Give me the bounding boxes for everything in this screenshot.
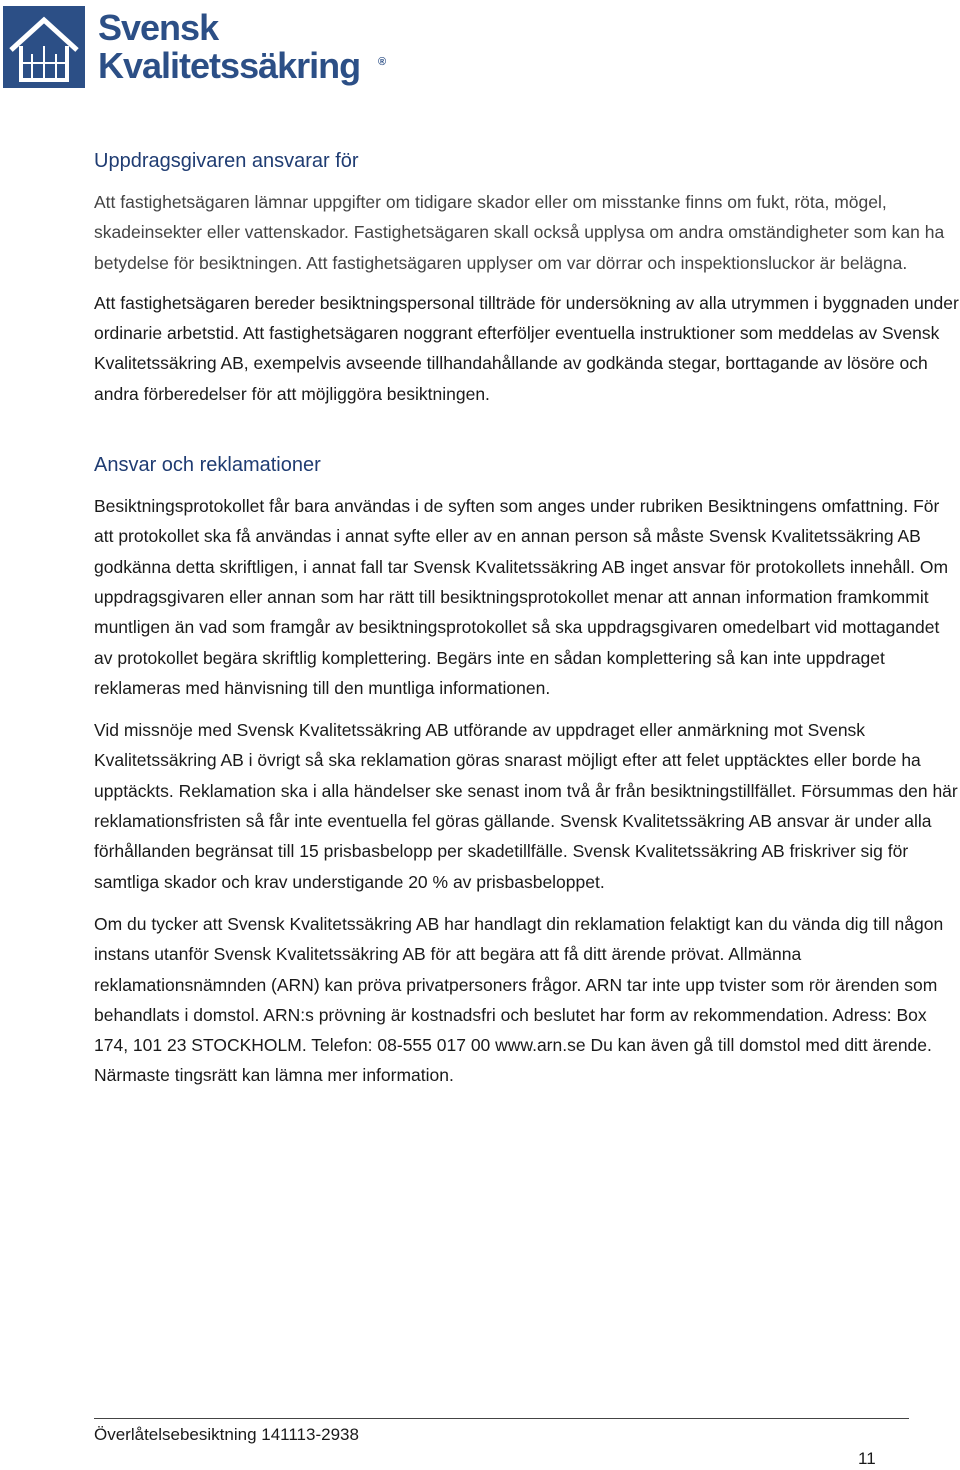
section2-paragraph-1: Besiktningsprotokollet får bara användas i de syften som anges under rubriken Besiktningens omfattning. För att protokollet ska få användas i annat syfte eller av en annan person så måste Svensk Kvalitetssäkring AB godkänna detta skriftligen, i annat fall tar Svensk Kvalitetssäkring AB inget ansvar för protokollets innehåll. Om uppdragsgivaren eller annan som har rätt till besiktningsprotokollet menar att annan information framkommit muntligen än vad som framgår av besiktningsprotokollet så ska uppdragsgivaren omedelbart vid mottagandet av protokollet begära skriftlig komplettering. Begärs inte en sådan komplettering så kan inte uppdraget reklameras med hänvisning till den muntliga informationen. — [94, 496, 949, 698]
section2-paragraph-2: Vid missnöje med Svensk Kvalitetssäkring AB utförande av uppdraget eller anmärkning mot Svensk Kvalitetssäkring AB i övrigt så ska reklamation göras snarast möjligt efter att felet upptäcktes eller borde ha upptäckts. Reklamation ska i alla händelser ske senast inom två år från besiktningstillfället. Försummas den här reklamationsfristen så får inte eventuella fel göras gällande. Svensk Kvalitetssäkring AB ansvar är under alla förhållanden begränsat till 15 prisbasbelopp per skadetillfälle. Svensk Kvalitetssäkring AB friskriver sig för samtliga skador och krav understigande 20 % av prisbasbeloppet. — [94, 720, 958, 892]
section-title-complaints: Ansvar och reklamationer — [94, 454, 321, 477]
house-logo-icon — [3, 6, 85, 88]
footer-document-label: Överlåtelsebesiktning 141113-2938 — [94, 1425, 359, 1444]
company-logo — [3, 6, 403, 96]
registered-mark: ® — [378, 56, 387, 68]
section-title-responsibilities: Uppdragsgivaren ansvarar för — [94, 150, 359, 172]
page-number: 11 — [858, 1449, 876, 1468]
footer-divider — [94, 1418, 909, 1419]
section1-paragraph-1: Att fastighetsägaren lämnar uppgifter om tidigare skador eller om misstanke finns om fukt, röta, mögel, skadeinsekter eller vattenskador. Fastighetsägaren skall också upplysa om andra omständigheter som kan ha betydelse för besiktningen. Att fastighetsägaren upplyser om var dörrar och inspektionsluckor är belägna. — [94, 192, 945, 273]
document-body — [94, 145, 960, 1091]
section1-paragraph-2: Att fastighetsägaren bereder besiktningspersonal tillträde för undersökning av alla utrymmen i byggnaden under ordinarie arbetstid. Att fastighetsägaren noggrant efterföljer eventuella instruktioner som meddelas av Svensk Kvalitetssäkring AB, exempelvis avseende tillhandahållande av godkända stegar, borttagande av lösöre och andra förberedelser för att möjliggöra besiktningen. — [94, 292, 959, 404]
logo-wordmark — [98, 7, 361, 86]
section2-paragraph-3: Om du tycker att Svensk Kvalitetssäkring AB har handlagt din reklamation felaktigt kan du vända dig till någon instans utanför Svensk Kvalitetssäkring AB för att begära att få ditt ärende prövat. Allmänna reklamationsnämnden (ARN) kan pröva privatpersoners frågor. ARN tar inte upp tvister som rör ärenden som behandlats i domstol. ARN:s prövning är kostnadsfri och beslutet har form av rekommendation. Adress: Box 174, 101 23 STOCKHOLM. Telefon: 08-555 017 00 www.arn.se Du kan även gå till domstol med ditt ärende. Närmaste tingsrätt kan lämna mer information. — [94, 913, 944, 1086]
logo-line-1: Svensk — [98, 7, 219, 48]
logo-line-2: Kvalitetssäkring — [98, 45, 361, 86]
